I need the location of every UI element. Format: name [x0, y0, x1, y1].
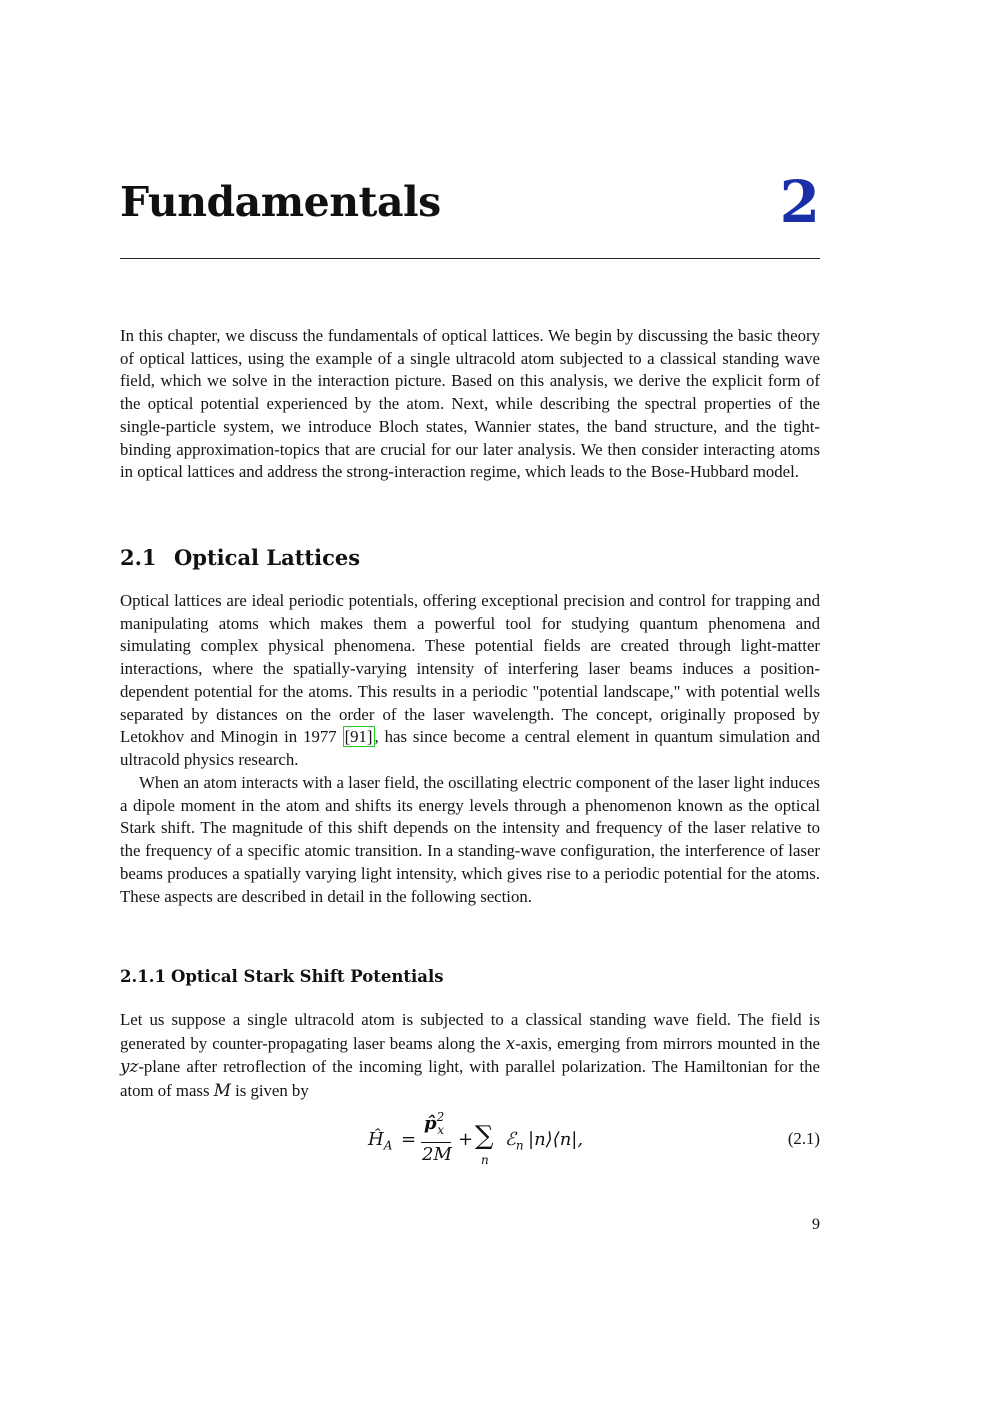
paragraph-text: Let us suppose a single ultracold atom is subjected to a classical standing wave field. The field is generated by counter-propagating laser beams along the — [120, 1010, 820, 1053]
fraction-bar — [421, 1142, 451, 1143]
page-number: 9 — [812, 1216, 820, 1233]
chapter-title: Fundamentals — [120, 178, 441, 226]
equation-symbol: Ĥ — [368, 1129, 384, 1150]
equation-superscript: 2 — [436, 1110, 445, 1124]
subsection-paragraph — [120, 1009, 820, 1103]
paragraph-text: , has since become a central element in quantum simulation and ultracold physics research. — [120, 727, 820, 769]
chapter-divider — [120, 258, 820, 259]
equation-plus: + — [458, 1129, 474, 1150]
equation-symbol: p̂ — [424, 1113, 437, 1134]
paragraph-text: -plane after retroflection of the incoming light, with parallel polarization. The Hamiltonian for the atom of mass — [120, 1057, 820, 1101]
paragraph-text: -axis, emerging from mirrors mounted in the — [515, 1033, 821, 1053]
equation-number: (2.1) — [787, 1129, 820, 1148]
citation-link[interactable]: [91] — [344, 727, 373, 747]
equation-lhs — [368, 1129, 392, 1153]
subsection-title: Optical Stark Shift Potentials — [171, 967, 444, 986]
equation-subscript: n — [515, 1138, 524, 1153]
equation-subscript: A — [383, 1138, 393, 1153]
equation-equals: = — [401, 1129, 417, 1150]
section-heading — [120, 545, 360, 570]
chapter-heading — [120, 168, 820, 248]
equation-denominator: 2M — [422, 1144, 452, 1165]
equation-2-1 — [120, 1110, 820, 1173]
sum-index: n — [481, 1153, 489, 1167]
equation-numerator — [424, 1110, 451, 1137]
equation-ket-bra: |n⟩⟨n|, — [528, 1129, 584, 1150]
subsection-number: 2.1.1 — [120, 967, 166, 986]
subsection-heading — [120, 967, 444, 986]
math-variable: M — [213, 1080, 231, 1101]
paragraph-text: is given by — [230, 1081, 309, 1101]
paragraph-text: Optical lattices are ideal periodic potentials, offering exceptional precision and control for trapping and manipulating atoms which makes them a powerful tool for studying quantum phenomena and simulating complex physical phenomena. These potential fields are created through light-matter interactions, where the spatially-varying intensity of interfering laser beams induces a position-dependent potential for the atoms. This results in a periodic "potential landscape," with potential wells separated by distances on the order of the laser wavelength. The concept, originally proposed by Letokhov and Minogin in 1977 — [120, 591, 820, 747]
math-variable: x — [505, 1032, 516, 1053]
math-variable: yz — [120, 1056, 139, 1077]
section-paragraph-1 — [120, 590, 820, 772]
section-paragraph-2: When an atom interacts with a laser field, the oscillating electric component of the laser light induces a dipole moment in the atom and shifts its energy levels through a phenomenon known as the optical Stark shift. The magnitude of this shift depends on the intensity and frequency of the laser relative to the frequency of a specific atomic transition. In a standing-wave configuration, the interference of laser beams produces a spatially varying light intensity, which gives rise to a periodic potential for the atoms. These aspects are described in detail in the following section. — [120, 773, 820, 906]
chapter-number: 2 — [779, 168, 820, 236]
sum-symbol: ∑ — [475, 1121, 494, 1151]
equation-subscript: x — [437, 1123, 445, 1137]
equation-symbol: ℰ — [505, 1129, 516, 1150]
equation-term — [505, 1129, 524, 1153]
intro-paragraph: In this chapter, we discuss the fundamentals of optical lattices. We begin by discussing the basic theory of optical lattices, using the example of a single ultracold atom subjected to a classical standing wave field, which we solve in the interaction picture. Based on this analysis, we derive the explicit form of the optical potential experienced by the atom. Next, while describing the spectral properties of the single-particle system, we introduce Bloch states, Wannier states, the band structure, and the tight-binding approximation-topics that are crucial for our later analysis. We then consider interacting atoms in optical lattices and address the strong-interaction regime, which leads to the Bose-Hubbard model. — [120, 326, 820, 482]
section-number: 2.1 — [120, 545, 157, 570]
section-title: Optical Lattices — [174, 545, 361, 570]
